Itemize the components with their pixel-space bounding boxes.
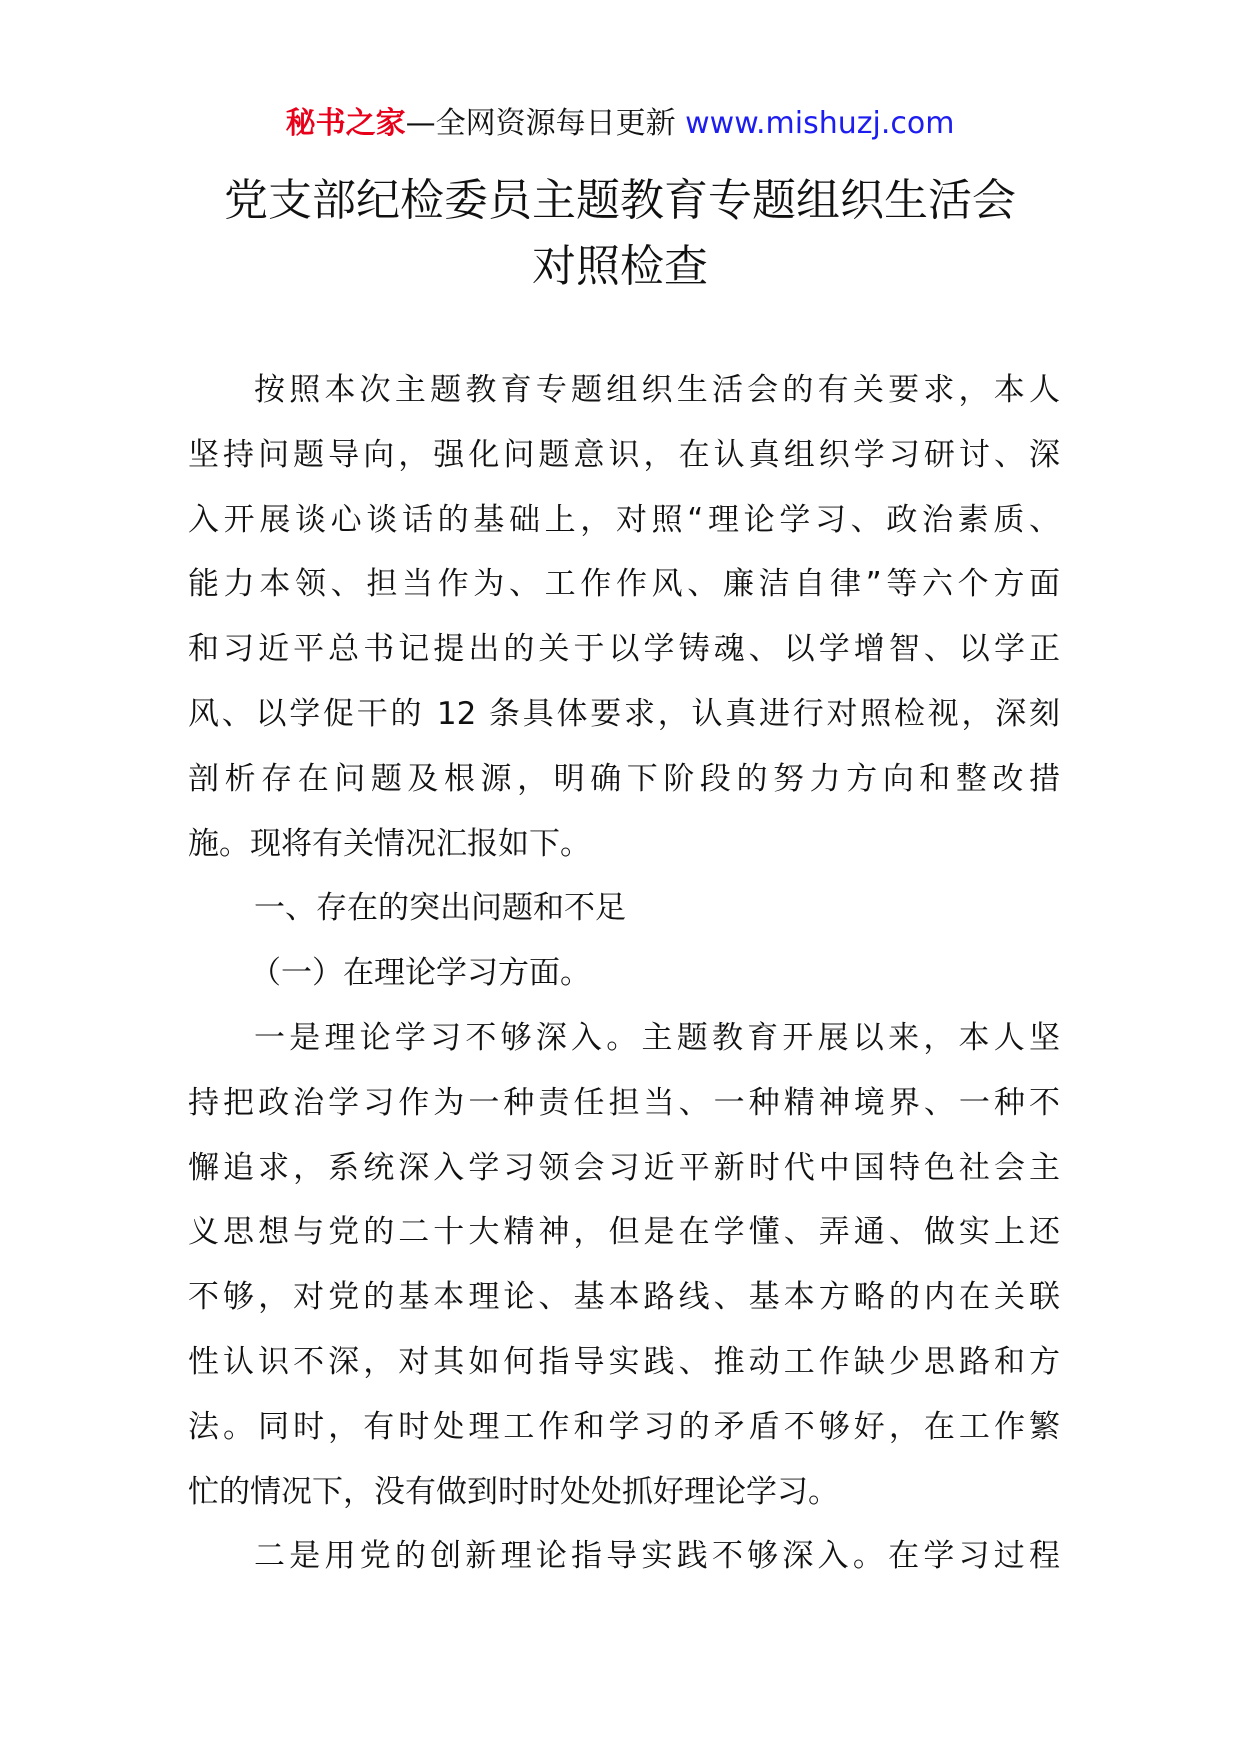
brand-name: 秘书之家 — [285, 106, 406, 141]
text-line: 义思想与党的二十大精神，但是在学懂、弄通、做实上还 — [188, 1214, 1060, 1251]
text-line: 性认识不深，对其如何指导实践、推动工作缺少思路和方 — [188, 1343, 1060, 1380]
text-line: 懈追求，系统深入学习领会习近平新时代中国特色社会主 — [188, 1149, 1060, 1186]
document-body — [188, 358, 1060, 1589]
site-url[interactable]: www.mishuzj.com — [685, 106, 955, 141]
site-header — [0, 104, 1240, 144]
title-line-1: 党支部纪检委员主题教育专题组织生活会 — [224, 175, 1016, 226]
heading-text: 一、存在的突出问题和不足 — [254, 890, 626, 927]
header-tagline: —全网资源每日更新 — [405, 106, 686, 141]
text-line: 法。同时，有时处理工作和学习的矛盾不够好，在工作繁 — [188, 1408, 1060, 1445]
document-title — [0, 168, 1240, 300]
text-line: 不够，对党的基本理论、基本路线、基本方略的内在关联 — [188, 1279, 1060, 1316]
paragraph-theory-study — [188, 1006, 1060, 1524]
text-line: 风、以学促干的 12 条具体要求，认真进行对照检视，深刻 — [188, 695, 1060, 732]
text-line: 和习近平总书记提出的关于以学铸魂、以学增智、以学正 — [188, 631, 1060, 668]
heading-text: （一）在理论学习方面。 — [250, 955, 591, 992]
text-line: 二是用党的创新理论指导实践不够深入。在学习过程 — [254, 1538, 1060, 1575]
section-heading-2 — [188, 941, 1060, 1006]
text-line: 坚持问题导向，强化问题意识，在认真组织学习研讨、深 — [188, 436, 1060, 473]
text-line: 一是理论学习不够深入。主题教育开展以来，本人坚 — [254, 1019, 1060, 1056]
text-line: 持把政治学习作为一种责任担当、一种精神境界、一种不 — [188, 1084, 1060, 1121]
section-heading-1 — [188, 876, 1060, 941]
text-line: 剖析存在问题及根源，明确下阶段的努力方向和整改措 — [188, 760, 1060, 797]
text-line: 入开展谈心谈话的基础上，对照“理论学习、政治素质、 — [188, 501, 1060, 538]
text-line: 按照本次主题教育专题组织生活会的有关要求，本人 — [254, 372, 1060, 408]
paragraph-intro — [188, 358, 1060, 876]
title-line-2: 对照检查 — [532, 241, 708, 292]
text-line: 施。现将有关情况汇报如下。 — [188, 825, 591, 862]
text-line: 能力本领、担当作为、工作作风、廉洁自律”等六个方面 — [188, 566, 1060, 603]
paragraph-practice — [188, 1524, 1060, 1589]
text-line: 忙的情况下，没有做到时时处处抓好理论学习。 — [188, 1473, 839, 1510]
